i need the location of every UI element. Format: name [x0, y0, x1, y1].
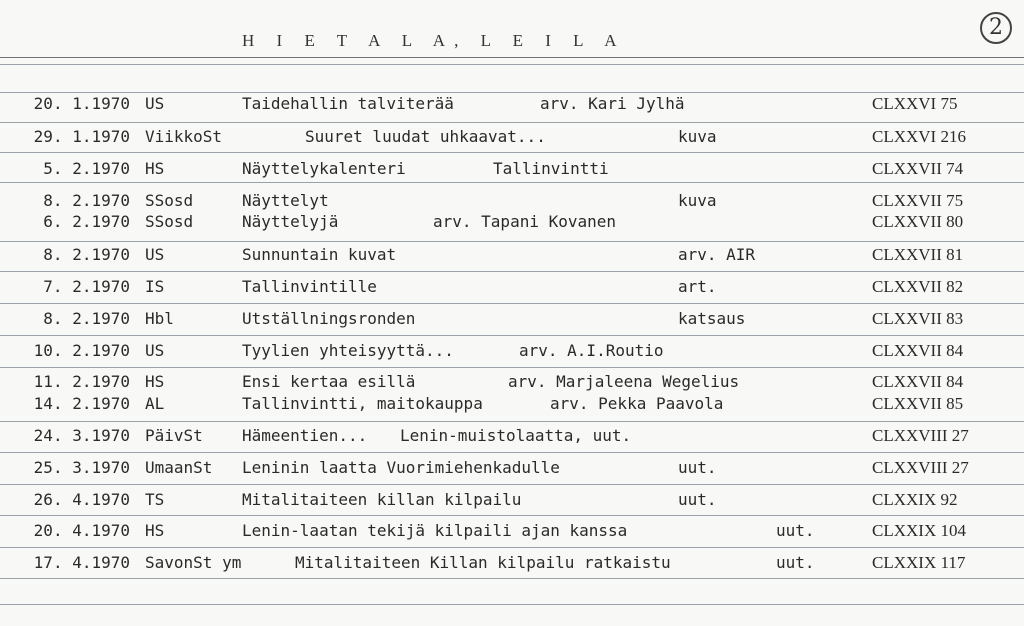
entry-reference: CLXXIX 92: [872, 490, 958, 509]
entry-title: Ensi kertaa esillä: [242, 372, 416, 391]
entry-reference: CLXXVII 85: [872, 394, 964, 413]
ruled-line: [0, 271, 1024, 272]
entry-title: Leninin laatta Vuorimiehenkadulle: [242, 458, 560, 477]
entry-source: SSosd: [145, 212, 194, 231]
entry-reference: CLXXVIII 27: [872, 426, 969, 445]
ruled-line: [0, 604, 1024, 605]
entry-note: arv. Tapani Kovanen: [433, 212, 617, 231]
ruled-line: [0, 421, 1024, 422]
entry-source: AL: [145, 394, 165, 413]
entry-type: uut.: [678, 490, 717, 509]
entry-title: Taidehallin talviterää: [242, 94, 454, 113]
entry-source: IS: [145, 277, 165, 296]
ruled-line: [0, 241, 1024, 242]
entry-source: US: [145, 341, 165, 360]
entry-type: uut.: [678, 458, 717, 477]
entry-title: Tyylien yhteisyyttä...: [242, 341, 454, 360]
entry-source: HS: [145, 521, 165, 540]
entry-reference: CLXXVI 75: [872, 94, 958, 113]
entry-source: TS: [145, 490, 165, 509]
entry-type: art.: [678, 277, 717, 296]
entry-source: SavonSt ym: [145, 553, 242, 572]
entry-title: Suuret luudat uhkaavat...: [305, 127, 546, 146]
entry-source: HS: [145, 159, 165, 178]
entry-date: 10. 2.1970: [33, 341, 130, 360]
entry-type: kuva: [678, 127, 717, 146]
entry-date: 29. 1.1970: [33, 127, 130, 146]
entry-date: 6. 2.1970: [43, 212, 130, 231]
entry-reference: CLXXVIII 27: [872, 458, 969, 477]
header-rule: [0, 57, 1024, 58]
entry-source: US: [145, 245, 165, 264]
entry-title: Näyttelykalenteri: [242, 159, 406, 178]
ruled-line: [0, 515, 1024, 516]
entry-title: Tallinvintti, maitokauppa: [242, 394, 483, 413]
card-number-circled: 2: [980, 12, 1012, 44]
entry-note: arv. Pekka Paavola: [550, 394, 724, 413]
ruled-line: [0, 303, 1024, 304]
entry-type: katsaus: [678, 309, 746, 328]
entry-type: kuva: [678, 191, 717, 210]
ruled-line: [0, 152, 1024, 153]
entry-note: arv. A.I.Routio: [519, 341, 664, 360]
entry-reference: CLXXVII 80: [872, 212, 964, 231]
entry-date: 5. 2.1970: [43, 159, 130, 178]
entry-type: uut.: [776, 553, 815, 572]
header-rule-secondary: [0, 64, 1024, 65]
entry-reference: CLXXVII 83: [872, 309, 964, 328]
entry-reference: CLXXIX 104: [872, 521, 966, 540]
entry-reference: CLXXVII 82: [872, 277, 964, 296]
ruled-line: [0, 182, 1024, 183]
entry-title: Näyttelyt: [242, 191, 329, 210]
entry-date: 7. 2.1970: [43, 277, 130, 296]
entry-title: Mitalitaiteen Killan kilpailu ratkaistu: [295, 553, 671, 572]
entry-date: 17. 4.1970: [33, 553, 130, 572]
entry-reference: CLXXIX 117: [872, 553, 966, 572]
entry-reference: CLXXVII 84: [872, 372, 964, 391]
entry-reference: CLXXVII 75: [872, 191, 964, 210]
entry-date: 8. 2.1970: [43, 191, 130, 210]
entry-note: arv. Marjaleena Wegelius: [508, 372, 740, 391]
entry-title: Utställningsronden: [242, 309, 416, 328]
entry-date: 20. 1.1970: [33, 94, 130, 113]
entry-source: UmaanSt: [145, 458, 213, 477]
entry-reference: CLXXVI 216: [872, 127, 966, 146]
ruled-line: [0, 122, 1024, 123]
entry-note: Lenin-muistolaatta, uut.: [400, 426, 632, 445]
entry-date: 8. 2.1970: [43, 309, 130, 328]
ruled-line: [0, 452, 1024, 453]
ruled-line: [0, 367, 1024, 368]
entry-date: 8. 2.1970: [43, 245, 130, 264]
entry-source: HS: [145, 372, 165, 391]
entry-reference: CLXXVII 74: [872, 159, 964, 178]
entry-title: Tallinvintille: [242, 277, 377, 296]
entry-date: 14. 2.1970: [33, 394, 130, 413]
entry-title: Hämeentien...: [242, 426, 368, 445]
entry-source: US: [145, 94, 165, 113]
ruled-line: [0, 92, 1024, 93]
entry-source: Hbl: [145, 309, 174, 328]
ruled-line: [0, 547, 1024, 548]
entry-note: arv. Kari Jylhä: [540, 94, 685, 113]
ruled-line: [0, 335, 1024, 336]
card-header-name: H I E T A L A, L E I L A: [242, 31, 626, 50]
entry-note: Tallinvintti: [493, 159, 609, 178]
entry-source: SSosd: [145, 191, 194, 210]
entry-title: Lenin-laatan tekijä kilpaili ajan kanssa: [242, 521, 628, 540]
entry-date: 25. 3.1970: [33, 458, 130, 477]
ruled-line: [0, 578, 1024, 579]
ruled-line: [0, 484, 1024, 485]
entry-title: Sunnuntain kuvat: [242, 245, 397, 264]
entry-title: Näyttelyjä: [242, 212, 339, 231]
entry-title: Mitalitaiteen killan kilpailu: [242, 490, 522, 509]
entry-type: arv. AIR: [678, 245, 756, 264]
entry-date: 26. 4.1970: [33, 490, 130, 509]
entry-reference: CLXXVII 81: [872, 245, 964, 264]
entry-reference: CLXXVII 84: [872, 341, 964, 360]
entry-date: 24. 3.1970: [33, 426, 130, 445]
entry-source: ViikkoSt: [145, 127, 223, 146]
entry-date: 11. 2.1970: [33, 372, 130, 391]
entry-source: PäivSt: [145, 426, 203, 445]
entry-date: 20. 4.1970: [33, 521, 130, 540]
entry-type: uut.: [776, 521, 815, 540]
